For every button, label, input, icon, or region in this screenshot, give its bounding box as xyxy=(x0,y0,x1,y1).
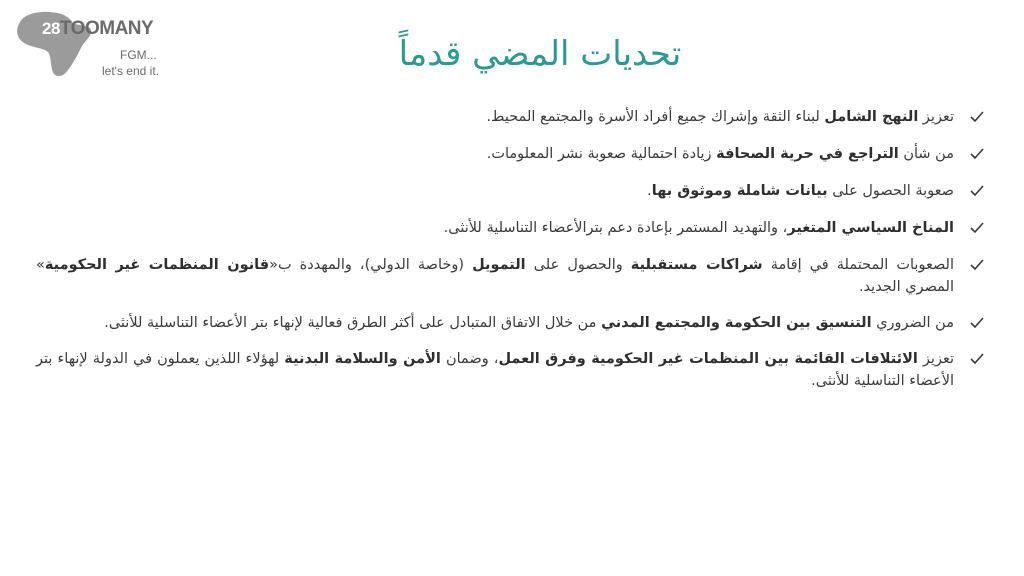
bullet-text: تعزيز xyxy=(917,351,954,367)
bullet-bold-text: المناخ السياسي المتغير xyxy=(787,220,954,236)
bullet-text: ، وضمان xyxy=(440,351,499,367)
bullet-bold-text: النهج الشامل xyxy=(824,109,919,125)
bullet-item xyxy=(36,143,984,165)
checkmark-icon xyxy=(970,317,984,329)
checkmark-icon xyxy=(970,111,984,123)
checkmark-icon xyxy=(970,259,984,271)
checkmark-icon xyxy=(970,353,984,365)
bullet-bold-text: الائتلافات القائمة بين المنظمات غير الحكومية وفرق العمل xyxy=(498,351,918,367)
checkmark-icon xyxy=(970,222,984,234)
bullet-text: ، والتهديد المستمر بإعادة دعم بترالأعضاء التناسلية للأنثى. xyxy=(443,220,788,236)
bullet-item xyxy=(36,106,984,128)
bullet-list xyxy=(36,106,984,407)
bullet-text: والحصول على xyxy=(525,257,631,273)
logo xyxy=(10,8,185,80)
bullet-text: من شأن xyxy=(898,146,954,162)
bullet-text: زيادة احتمالية صعوبة نشر المعلومات. xyxy=(486,146,717,162)
bullet-item xyxy=(36,312,984,334)
bullet-bold-text: بيانات شاملة وموثوق بها xyxy=(651,183,828,199)
bullet-item xyxy=(36,180,984,202)
bullet-text: » المصري الجديد. xyxy=(36,257,954,295)
bullet-item xyxy=(36,254,984,298)
bullet-bold-text: التراجع في حرية الصحافة xyxy=(716,146,899,162)
bullet-bold-text: شراكات مستقبلية xyxy=(630,257,763,273)
bullet-text: لهؤلاء اللذين يعملون في الدولة لإنهاء بتر الأعضاء التناسلية للأنثى. xyxy=(36,351,954,389)
bullet-item xyxy=(36,348,984,392)
bullet-text: من خلال الاتفاق المتبادل على أكثر الطرق فعالية لإنهاء بتر الأعضاء التناسلية للأنثى. xyxy=(104,315,602,331)
checkmark-icon xyxy=(970,185,984,197)
logo-number: 28 xyxy=(42,19,60,38)
bullet-text: صعوبة الحصول على xyxy=(827,183,954,199)
bullet-bold-text: التنسيق بين الحكومة والمجتمع المدني xyxy=(601,315,872,331)
bullet-text: من الضروري xyxy=(871,315,954,331)
logo-brand-text: TOOMANY xyxy=(59,18,154,39)
bullet-text: تعزيز xyxy=(918,109,954,125)
bullet-bold-text: الأمن والسلامة البدنية xyxy=(284,351,441,367)
logo-brand xyxy=(42,18,153,40)
bullet-item xyxy=(36,217,984,239)
bullet-text: الصعوبات المحتملة في إقامة xyxy=(762,257,954,273)
logo-tagline-2: let's end it. xyxy=(102,64,159,78)
bullet-bold-text: التمويل xyxy=(472,257,526,273)
logo-tagline-1: FGM... xyxy=(120,48,157,62)
bullet-bold-text: قانون المنظمات غير الحكومية xyxy=(44,257,270,273)
bullet-text: . xyxy=(647,183,652,199)
bullet-text: (وخاصة الدولي)، والمهددة ب« xyxy=(269,257,473,273)
checkmark-icon xyxy=(970,148,984,160)
slide-title: تحديات المضي قدماً xyxy=(398,34,682,74)
bullet-text: لبناء الثقة وإشراك جميع أفراد الأسرة والمجتمع المحيط. xyxy=(486,109,825,125)
